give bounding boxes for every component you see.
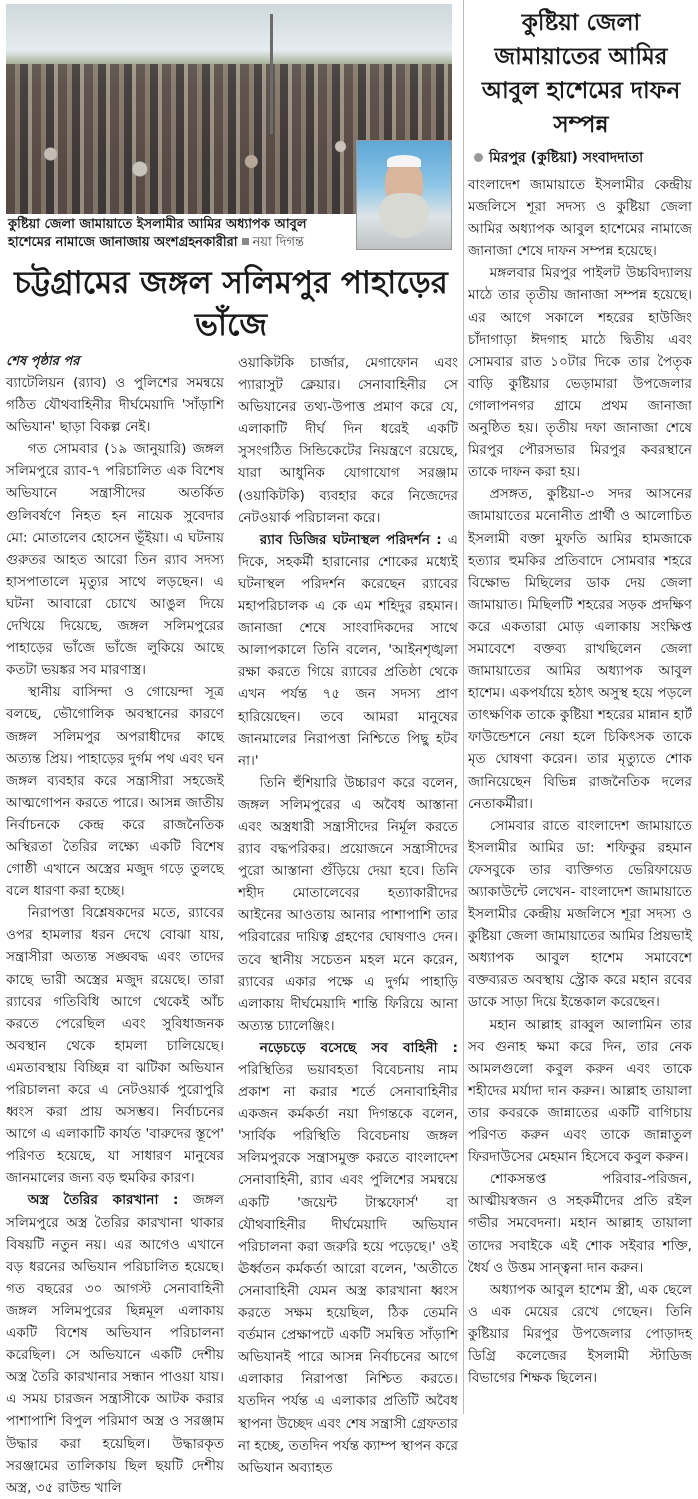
photo-block [6,4,452,250]
main-article-columns [6,352,458,1499]
paragraph [238,1037,458,1479]
paragraph [238,529,458,772]
subheading: র‍্যাব ডিজির ঘটনাস্থল পরিদর্শন : [259,531,442,548]
portrait-photo [356,140,452,250]
paragraph: স্থানীয় বাসিন্দা ও গোয়েন্দা সূত্র বলছে, ভৌগোলিক অবস্থানের কারণে জঙ্গল সলিমপুর অপরাধীদের কাছে অত্যন্ত প্রিয়। পাহাড়ের দুর্গম পথ এবং ঘন জঙ্গল ব্যবহার করে সন্ত্রাসীরা সহজেই আত্মগোপন করতে পারে। আসন্ন জাতীয় নির্বাচনকে কেন্দ্র করে রাজনৈতিক অস্থিরতা তৈরির লক্ষ্যে একটি বিশেষ গোষ্ঠী এখানে অস্ত্রের মজুদ গড়ে তুলছে বলে ধারণা করা হচ্ছে। [6,684,224,900]
main-article-column-2 [238,352,458,1499]
paragraph: তিনি হুঁশিয়ারি উচ্চারণ করে বলেন, জঙ্গল সলিমপুরের এ অবৈধ আস্তানা এবং অস্ত্রধারী সন্ত্রাসীদের নির্মূল করতে র‍্যাব বদ্ধপরিকর। প্রয়োজনে সন্ত্রাসীদের পুরো আস্তানা গুঁড়িয়ে দেয়া হবে। তিনি শহীদ মোতালেবের হত্যাকারীদের আইনের আওতায় আনার পাশাপাশি তার পরিবারের দায়িত্ব গ্রহণের ঘোষণাও দেন। তবে স্থানীয় সচেতন মহল মনে করেন, র‍্যাবের একার পক্ষে এ দুর্গম পাহাড়ি এলাকায় দীর্ঘমেয়াদি শান্তি ফিরিয়ে আনা অত্যন্ত চ্যালেঞ্জিং। [238,774,458,1034]
paragraph [6,1189,224,1498]
main-article-area [6,4,458,1499]
subheading: অস্ত্র তৈরির কারখানা : [27,1192,179,1209]
side-headline: কুষ্টিয়া জেলা জামায়াতের আমির আবুল হাশেমের দাফন সম্পন্ন [481,10,681,138]
paragraph: শোকসন্তপ্ত পরিবার-পরিজন, আত্মীয়স্বজন ও সহকর্মীদের প্রতি রইল গভীর সমবেদনা। মহান আল্লাহ তায়ালা তাদের সবাইকে এই শোক সইবার শক্তি, ধৈর্য ও উত্তম সান্ত্বনা দান করুন। [468,1171,692,1276]
bullet-dot-icon [474,153,483,162]
paragraph: নিরাপত্তা বিশ্লেষকদের মতে, র‍্যাবের ওপর হামলার ধরন দেখে বোঝা যায়, সন্ত্রাসীরা অত্যন্ত সঙ্ঘবদ্ধ এবং তাদের কাছে ভারী অস্ত্রের মজুদ রয়েছে। তারা র‍্যাবের গতিবিধি আগে থেকেই আঁচ করতে পেরেছিল এবং সুবিধাজনক অবস্থান থেকে হামলা চালিয়েছে। এমতাবস্থায় বিচ্ছিন্ন বা ঝটিকা অভিযান পরিচালনা করে এ নেটওয়ার্ক পুরোপুরি ধ্বংস করা প্রায় অসম্ভব। নির্বাচনের আগে এ এলাকাটি কার্যত 'বারুদের স্তূপে' পরিণত হয়েছে, যা সাধারণ মানুষের জানমালের জন্য বড় হুমকির কারণ। [6,905,224,1187]
side-article-body [468,174,692,1389]
paragraph: গত সোমবার (১৯ জানুয়ারি) জঙ্গল সলিমপুরে র‍্যাব-৭ পরিচালিত এক বিশেষ অভিযানে সন্ত্রাসীদের অতর্কিত গুলিবর্ষণে নিহত হন নায়েক সুবেদার মো: মোতালেব হোসেন ভূঁইয়া। এ ঘটনায় গুরুতর আহত আরো তিন র‍্যাব সদস্য হাসপাতালে মৃত্যুর সাথে লড়ছেন। এ ঘটনা আবারো চোখে আঙুল দিয়ে দেখিয়ে দিয়েছে, জঙ্গল সলিমপুরের পাহাড়ের ভাঁজে ভাঁজে লুকিয়ে আছে কতটা ভয়ঙ্কর সব মারণাস্ত্র। [6,441,224,679]
paragraph: ব্যাটেলিয়ন (র‍্যাব) ও পুলিশের সমন্বয়ে গঠিত যৌথবাহিনীর দীর্ঘমেয়াদি 'সাঁড়াশি অভিযান' ছাড়া বিকল্প নেই। [6,375,224,436]
paragraph-text: জঙ্গল সলিমপুরে অস্ত্র তৈরির কারখানা থাকার বিষয়টি নতুন নয়। এর আগেও এখানে বড় ধরনের অভিযান পরিচালিত হয়েছে। গত বছরের ৩০ আগস্ট সেনাবাহিনী জঙ্গল সলিমপুরের ছিন্নমূল এলাকায় একটি বিশেষ অভিযান পরিচালনা করেছিল। সে অভিযানে একটি দেশীয় অস্ত্র তৈরি কারখানার সন্ধান পাওয়া যায়। এ সময় চারজন সন্ত্রাসীকে আটক করার পাশাপাশি বিপুল পরিমাণ অস্ত্র ও সরঞ্জাম উদ্ধার করা হয়েছিল। উদ্ধারকৃত সরঞ্জামের তালিকায় ছিল ছয়টি দেশীয় অস্ত্র, ৩৫ রাউন্ড খালি [6,1192,224,1496]
paragraph-text: পরিস্থিতির ভয়াবহতা বিবেচনায় নাম প্রকাশ না করার শর্তে সেনাবাহিনীর একজন কর্মকর্তা নয়া দিগন্তকে বলেন, 'সার্বিক পরিস্থিতি বিবেচনায় জঙ্গল সলিমপুরকে সন্ত্রাসমুক্ত করতে বাংলাদেশ সেনাবাহিনী, র‍্যাব এবং পুলিশের সমন্বয়ে একটি 'জয়েন্ট টাস্কফোর্স' বা যৌথবাহিনীর দীর্ঘমেয়াদি অভিযান পরিচালনা করা জরুরি হয়ে পড়েছে।' ওই ঊর্ধ্বতন কর্মকর্তা আরো বলেন, 'অতীতে সেনাবাহিনী যেমন অস্ত্র কারখানা ধ্বংস করতে সক্ষম হয়েছিল, ঠিক তেমনি বর্তমান প্রেক্ষাপটে একটি সমন্বিত সাঁড়াশি অভিযানই পারে আসন্ন নির্বাচনের আগে এলাকার নিরাপত্তা নিশ্চিত করতে। যতদিন পর্যন্ত এ এলাকার প্রতিটি অবৈধ স্থাপনা উচ্ছেদ এবং শেষ সন্ত্রাসী গ্রেফতার না হচ্ছে, ততদিন পর্যন্ত ক্যাম্প স্থাপন করে অভিযান অব্যাহত [238,1062,458,1476]
paragraph: অধ্যাপক আবুল হাশেম স্ত্রী, এক ছেলে ও এক মেয়ের রেখে গেছেন। তিনি কুষ্টিয়ার মিরপুর উপজেলার পোড়াদহ ডিগ্রি কলেজের ইসলামী স্টাডিজ বিভাগের শিক্ষক ছিলেন। [468,1281,692,1387]
paragraph: মহান আল্লাহ রাব্বুল আলামিন তার সব গুনাহ ক্ষমা করে দিন, তার নেক আমলগুলো কবুল করুন এবং তাকে শহীদের মর্যাদা দান করুন। আল্লাহ তায়ালা তার কবরকে জান্নাতের একটি বাগিচায় পরিণত করুন এবং তাকে জান্নাতুল ফিরদাউসের মেহমান হিসেবে কবুল করুন। [468,1016,692,1166]
main-article-column-1 [6,352,224,1499]
side-article-area [468,6,694,1389]
paragraph: সোমবার রাতে বাংলাদেশ জামায়াতে ইসলামীর আমির ডা: শফিকুর রহমান ফেসবুকে তার ব্যক্তিগত ভেরিফায়েড অ্যাকাউন্টে লেখেন- বাংলাদেশ জামায়াতে ইসলামীর কেন্দ্রীয় মজলিসে শূরা সদস্য ও কুষ্টিয়া জেলা জামায়াতের আমির প্রিয়ভাই অধ্যাপক আবুল হাশেম সমাবেশে বক্তব্যরত অবস্থায় স্ট্রোক করে মহান রবের ডাকে সাড়া দিয়ে ইন্তেকাল করেছেন। [468,817,692,1011]
column-divider [463,0,464,1414]
subheading: নড়েচড়ে বসেছে সব বাহিনী : [259,1039,458,1056]
paragraph: ওয়াকিটকি চার্জার, মেগাফোন এবং প্যারাসুট ক্লেয়ার। সেনাবাহিনীর সে অভিযানের তথ্য-উপাত্ত প্রমাণ করে যে, এলাকাটি দীর্ঘ দিন ধরেই একটি সুসংগঠিত সিন্ডিকেটের নিয়ন্ত্রণে রয়েছে, যারা আধুনিক যোগাযোগ সরঞ্জাম (ওয়াকিটকি) ব্যবহার করে নিজেদের নেটওয়ার্ক পরিচালনা করে। [238,355,458,526]
continued-from-label: শেষ পৃষ্ঠার পর [6,354,80,369]
paragraph: মঙ্গলবার মিরপুর পাইলট উচ্চবিদ্যালয় মাঠে তার তৃতীয় জানাজা সম্পন্ন হয়েছে। এর আগে সকালে শহরের হাউজিং চাঁদাগাড়া ঈদগাহ মাঠে দ্বিতীয় এবং সোমবার রাত ১০টার দিকে তার পৈতৃক বাড়ি কুষ্টিয়ার ভেড়ামারা উপজেলার গোলাপনগর গ্রামে প্রথম জানাজা অনুষ্ঠিত হয়। তৃতীয় দফা জানাজা শেষে মিরপুর পৌরসভার মিরপুর কবরস্থানে তাকে দাফন করা হয়। [468,265,692,481]
loudspeaker-pole [270,14,273,134]
portrait-cap [387,155,421,167]
caption-text: কুষ্টিয়া জেলা জামায়াতে ইসলামীর আমির অধ্যাপক আবুল হাশেমের নামাজে জানাজায় অংশগ্রহনকারীরা [8,217,307,250]
main-headline: চট্টগ্রামের জঙ্গল সলিমপুর পাহাড়ের ভাঁজে [14,265,448,343]
paragraph-text: এ দিকে, সহকর্মী হারানোর শোকের মধ্যেই ঘটনাস্থল পরিদর্শন করেছেন র‍্যাবের মহাপরিচালক এ কে এম শহিদুর রহমান। জানাজা শেষে সাংবাদিকদের সাথে আলাপকালে তিনি বলেন, 'আইনশৃঙ্খলা রক্ষা করতে গিয়ে র‍্যাবের প্রতিষ্ঠা থেকে এখন পর্যন্ত ৭৫ জন সদস্য প্রাণ হারিয়েছেন। তবে আমরা মানুষের জানমালের নিরাপত্তা নিশ্চিতে পিছু হটব না।' [238,531,458,769]
paragraph: বাংলাদেশ জামায়াতে ইসলামীর কেন্দ্রীয় মজলিসে শূরা সদস্য ও কুষ্টিয়া জেলা আমির অধ্যাপক আবুল হাশেমের নামাজে জানাজা শেষে দাফন সম্পন্ন হয়েছে। [468,177,692,260]
paragraph: প্রসঙ্গত, কুষ্টিয়া-৩ সদর আসনের জামায়াতের মনোনীত প্রার্থী ও আলোচিত ইসলামী বক্তা মুফতি আমির হামজাকে হত্যার হুমকির প্রতিবাদে সোমবার শহরে বিক্ষোভ মিছিলের ডাক দেয় জেলা জামায়াত। মিছিলটি শহরের সড়ক প্রদক্ষিণ করে একতারা মোড় এলাকায় সংক্ষিপ্ত সমাবেশে বক্তব্য রাখছিলেন জেলা জামায়াতের আমির অধ্যাপক আবুল হাশেম। একপর্যায়ে হঠাৎ অসুস্থ হয়ে পড়লে তাৎক্ষণিক তাকে কুষ্টিয়া শহরের মান্নান হার্ট ফাউন্ডেশনে নেয়া হলে চিকিৎসক তাকে মৃত ঘোষণা করেন। তার মৃত্যুতে শোক জানিয়েছেন বিভিন্ন রাজনৈতিক দলের নেতাকর্মীরা। [468,486,692,812]
byline-text: মিরপুর (কুষ্টিয়া) সংবাদদাতা [489,150,644,166]
photo-caption [8,216,350,252]
square-bullet-icon [242,238,249,245]
byline [468,148,694,168]
portrait-beard [379,193,429,238]
photo-credit: নয়া দিগন্ত [252,235,304,250]
